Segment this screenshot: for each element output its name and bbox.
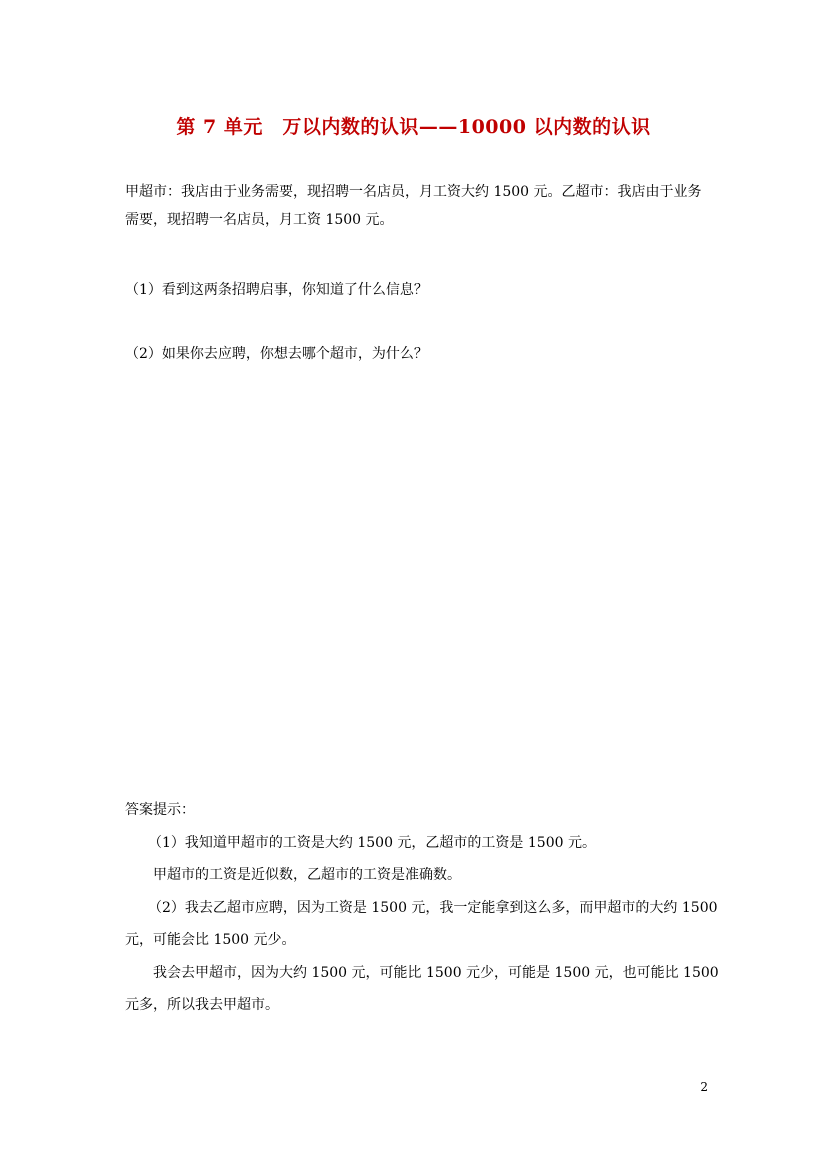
answer-line-4: 元，可能会比 1500 元少。 — [125, 932, 296, 948]
answer-line-6: 元多，所以我去甲超市。 — [125, 997, 279, 1013]
page-number: 2 — [700, 1080, 708, 1094]
answer-line-3: （2）我去乙超市应聘，因为工资是 1500 元，我一定能拿到这么多，而甲超市的大约 1500 — [148, 900, 718, 916]
answer-heading: 答案提示： — [125, 802, 195, 818]
answer-line-5: 我会去甲超市，因为大约 1500 元，可能比 1500 元少，可能是 1500 元，也可能比 1500 — [153, 965, 719, 981]
question-2: （2）如果你去应聘，你想去哪个超市，为什么？ — [125, 346, 428, 362]
question-1: （1）看到这两条招聘启事，你知道了什么信息？ — [125, 282, 428, 298]
answer-line-2: 甲超市的工资是近似数，乙超市的工资是准确数。 — [153, 867, 461, 883]
answer-line-1: （1）我知道甲超市的工资是大约 1500 元，乙超市的工资是 1500 元。 — [148, 835, 596, 851]
page-title: 第 7 单元 万以内数的认识——10000 以内数的认识 — [176, 116, 651, 138]
intro-paragraph: 甲超市：我店由于业务需要，现招聘一名店员，月工资大约 1500 元。乙超市：我店由于业务需要，现招聘一名店员，月工资 1500 元。 — [125, 184, 702, 228]
